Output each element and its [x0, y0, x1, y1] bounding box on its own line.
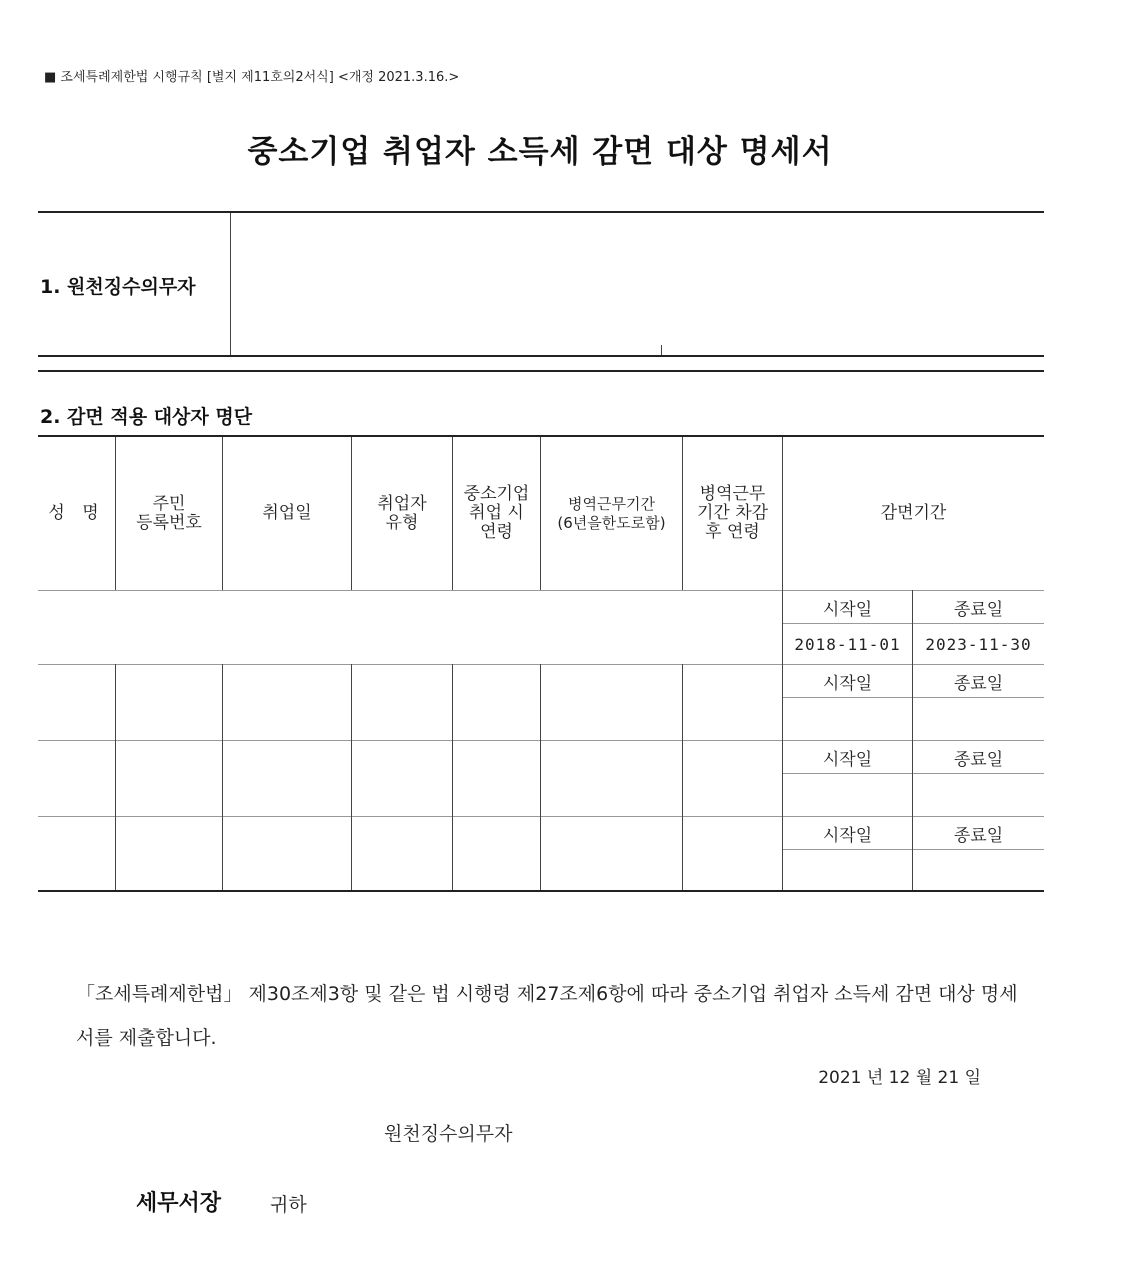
start-date-label: 시작일 — [822, 825, 873, 846]
tax-office-label: 세무서장 — [136, 1191, 222, 1216]
divider — [38, 890, 1044, 892]
divider — [351, 664, 352, 890]
col-header-rrn: 주민 등록번호 — [136, 493, 202, 533]
start-date-label: 시작일 — [822, 749, 873, 770]
col-header-hire-type: 취업자 유형 — [377, 493, 427, 533]
form-header: ■ 조세특례제한법 시행규칙 [별지 제11호의2서식] <개정 2021.3.16.> — [44, 70, 460, 85]
divider — [540, 664, 541, 890]
page-title: 중소기업 취업자 소득세 감면 대상 명세서 — [247, 134, 833, 170]
end-date-label: 종료일 — [953, 749, 1004, 770]
recipient-suffix: 귀하 — [270, 1194, 307, 1216]
end-date-label: 종료일 — [953, 825, 1004, 846]
divider — [682, 664, 683, 890]
start-date-value — [783, 850, 912, 890]
start-date-value — [783, 774, 912, 816]
divider — [222, 664, 223, 890]
start-date-value: 2018-11-01 — [794, 634, 901, 654]
start-date-label: 시작일 — [822, 599, 873, 620]
divider — [452, 664, 453, 890]
col-header-name: 성 명 — [48, 503, 105, 523]
col-header-age-after: 병역근무 기간 차감 후 연령 — [696, 484, 769, 542]
withholder-signature-label: 원천징수의무자 — [384, 1123, 513, 1145]
end-date-label: 종료일 — [953, 673, 1004, 694]
declaration-text: 「조세특례제한법」 제30조제3항 및 같은 법 시행령 제27조제6항에 따라 중소기업 취업자 소득세 감면 대상 명세서를 제출합니다. — [76, 983, 1018, 1049]
section2-label: 2. 감면 적용 대상자 명단 — [40, 406, 253, 428]
col-header-age-at-hire: 중소기업 취업 시 연령 — [463, 484, 530, 542]
end-date-value — [913, 698, 1044, 740]
end-date-value — [913, 774, 1044, 816]
divider — [38, 355, 1044, 357]
submission-date: 2021 년 12 월 21 일 — [818, 1068, 981, 1088]
start-date-value — [783, 698, 912, 740]
start-date-label: 시작일 — [822, 673, 873, 694]
col-header-hire-date: 취업일 — [262, 503, 312, 523]
divider — [230, 213, 231, 357]
divider — [38, 211, 1044, 213]
end-date-value — [913, 850, 1044, 890]
divider — [115, 664, 116, 890]
col-header-period: 감면기간 — [880, 503, 947, 523]
section1-label: 1. 원천징수의무자 — [40, 276, 196, 298]
divider — [38, 370, 1044, 372]
end-date-value: 2023-11-30 — [925, 634, 1032, 654]
col-header-military: 병역근무기간 (6년을한도로함) — [557, 494, 666, 532]
end-date-label: 종료일 — [953, 599, 1004, 620]
